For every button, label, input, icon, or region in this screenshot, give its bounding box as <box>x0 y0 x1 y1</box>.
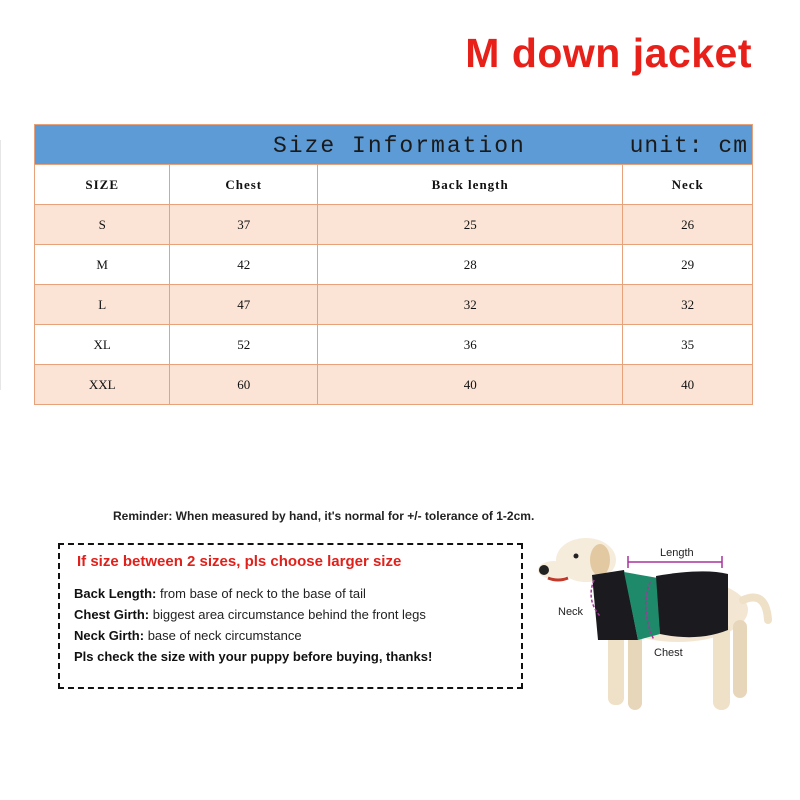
table-cell: M <box>35 245 170 285</box>
table-cell: 32 <box>623 285 753 325</box>
size-table <box>34 124 753 405</box>
tip-term: Back Length: <box>74 586 157 601</box>
neck-label: Neck <box>558 606 584 618</box>
table-header-row <box>35 165 753 205</box>
tip-back-length <box>74 586 366 601</box>
table-cell: 29 <box>623 245 753 285</box>
table-title: Size Information <box>273 133 526 159</box>
table-row <box>35 245 753 285</box>
table-banner <box>35 125 753 165</box>
page-title: M down jacket <box>465 30 752 76</box>
table-cell: L <box>35 285 170 325</box>
table-cell: 25 <box>318 205 623 245</box>
edge-divider <box>0 140 1 390</box>
column-header: Neck <box>623 165 753 205</box>
length-label: Length <box>660 547 694 559</box>
reminder-note: Reminder: When measured by hand, it's normal for +/- tolerance of 1-2cm. <box>113 509 535 523</box>
dog-measurement-diagram <box>528 530 778 730</box>
chest-label: Chest <box>654 647 683 659</box>
table-cell: S <box>35 205 170 245</box>
tip-final-note: Pls check the size with your puppy before buying, thanks! <box>74 649 433 664</box>
table-cell: 40 <box>623 365 753 405</box>
table-cell: 32 <box>318 285 623 325</box>
table-cell: 52 <box>170 325 318 365</box>
column-header: Back length <box>318 165 623 205</box>
table-row <box>35 325 753 365</box>
sizing-tips-box <box>58 543 523 689</box>
table-unit: unit: cm <box>629 133 748 159</box>
tips-heading: If size between 2 sizes, pls choose larger size <box>77 553 402 570</box>
table-cell: 35 <box>623 325 753 365</box>
tip-term: Chest Girth: <box>74 607 150 622</box>
table-banner-row <box>35 125 753 165</box>
table-cell: 28 <box>318 245 623 285</box>
tip-text: base of neck circumstance <box>144 628 302 643</box>
table-cell: 26 <box>623 205 753 245</box>
column-header: SIZE <box>35 165 170 205</box>
tip-chest-girth <box>74 607 426 622</box>
table-row <box>35 205 753 245</box>
column-header: Chest <box>170 165 318 205</box>
table-cell: XXL <box>35 365 170 405</box>
table-row <box>35 285 753 325</box>
table-cell: 36 <box>318 325 623 365</box>
table-cell: 60 <box>170 365 318 405</box>
table-cell: 47 <box>170 285 318 325</box>
tip-text: biggest area circumstance behind the front legs <box>149 607 426 622</box>
table-cell: XL <box>35 325 170 365</box>
jacket-icon <box>592 570 728 640</box>
tip-neck-girth <box>74 628 302 643</box>
tip-text: from base of neck to the base of tail <box>156 586 366 601</box>
table-cell: 37 <box>170 205 318 245</box>
table-row <box>35 365 753 405</box>
table-cell: 40 <box>318 365 623 405</box>
table-cell: 42 <box>170 245 318 285</box>
tip-term: Neck Girth: <box>74 628 145 643</box>
